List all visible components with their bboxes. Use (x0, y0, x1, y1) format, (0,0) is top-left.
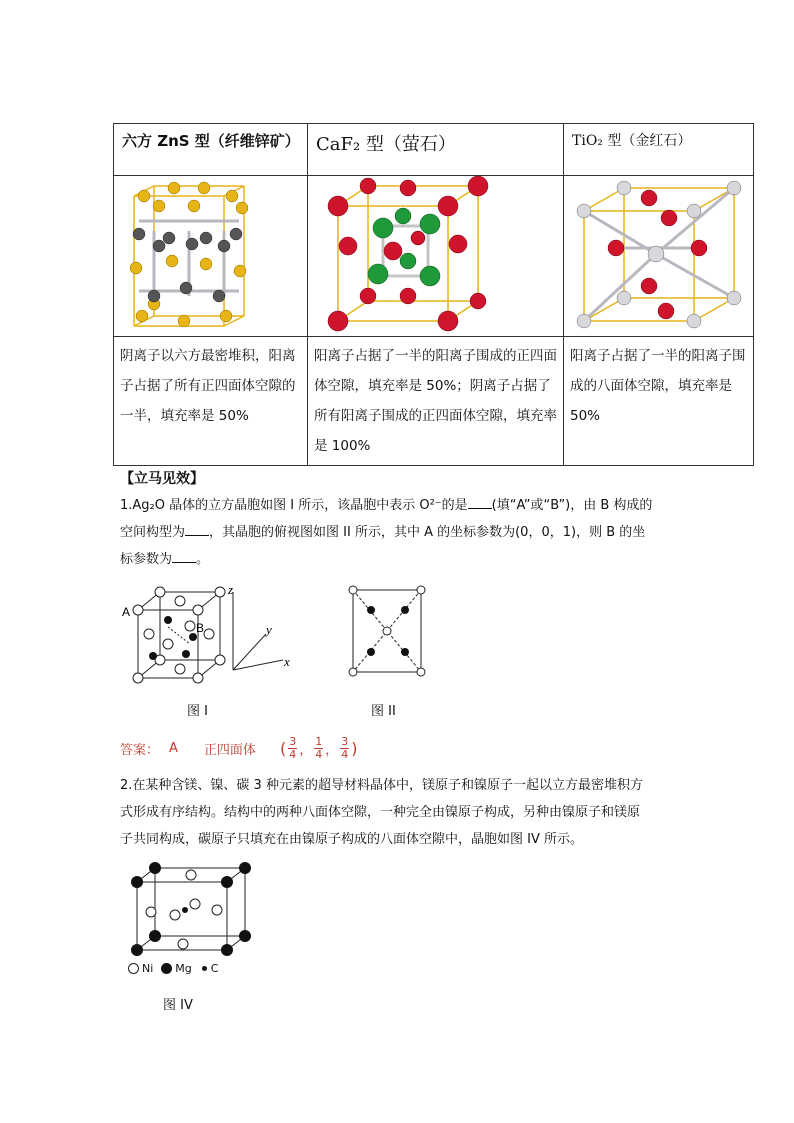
figure-4-legend: Ni Mg C (128, 962, 218, 975)
desc-zns: 阴离子以六方最密堆积，阳离子占据了所有正四面体空隙的一半，填充率是 50% (114, 337, 308, 466)
question-1: 1.Ag₂O 晶体的立方晶胞如图 I 所示，该晶胞中表示 O²⁻的是 (填“A”或“B”)，由 B 构成的 空间构型为 ，其晶胞的俯视图如图 II 所示，其中 A 的坐标参数为(0，0，1)，则 B 的坐 标参数为 。 (120, 498, 653, 567)
header-zns: 六方 ZnS 型（纤维锌矿） (114, 124, 308, 176)
axis-y-label: y (266, 622, 272, 637)
c-legend-icon (202, 966, 207, 971)
section-heading: 【立马见效】 (120, 471, 204, 487)
fraction-y: $\frac{1}{4}$ (315, 735, 323, 761)
tio2-structure-image (564, 176, 754, 336)
crystal-structure-table (113, 123, 754, 466)
desc-tio2: 阳离子占据了一半的阳离子围成的八面体空隙，填充率是 50% (564, 337, 754, 466)
axis-z-label: z (228, 582, 234, 597)
answer-line: 答案： A 正四面体 ( $\frac{3}{4}$ ， $\frac{1}{4}$ ， $\frac{3}{4}$ ) (120, 735, 358, 761)
label-a: A (122, 605, 131, 619)
figure-4-caption: 图 IV (163, 998, 193, 1013)
figure-4-unit-cell (125, 860, 255, 960)
caf2-structure-image (308, 176, 564, 336)
header-caf2: CaF₂ 型（萤石） (308, 124, 564, 176)
header-tio2: TiO₂ 型（金红石） (564, 124, 754, 176)
zns-structure-image (114, 176, 308, 336)
fraction-z: $\frac{3}{4}$ (341, 735, 349, 761)
image-tio2 (564, 176, 754, 337)
mg-legend-icon (161, 963, 172, 974)
desc-caf2: 阳离子占据了一半的阳离子围成的正四面体空隙，填充率是 50%；阴离子占据了所有阳离子围成的正四面体空隙，填充率是 100% (308, 337, 564, 466)
question-2: 2.在某种含镁、镍、碳 3 种元素的超导材料晶体中，镁原子和镍原子一起以立方最密堆积方 式形成有序结构。结构中的两种八面体空隙，一种完全由镍原子构成，另种由镍原子和镁原 子共同构成，碳原子只填充在由镍原子构成的八面体空隙中，晶胞如图 IV 所示。 (120, 778, 643, 847)
image-caf2 (308, 176, 564, 337)
figure-1-unit-cell (118, 582, 298, 694)
image-zns (114, 176, 308, 337)
answer-blank (468, 496, 492, 509)
label-b: B (196, 621, 205, 635)
figure-2-top-view (343, 582, 433, 682)
figure-1-caption: 图 I (187, 704, 208, 719)
axis-x-label: x (284, 654, 290, 669)
figure-2-caption: 图 II (371, 704, 396, 719)
fraction-x: $\frac{3}{4}$ (289, 735, 297, 761)
answer-blank (172, 550, 196, 563)
ni-legend-icon (128, 963, 139, 974)
answer-blank (185, 523, 209, 536)
